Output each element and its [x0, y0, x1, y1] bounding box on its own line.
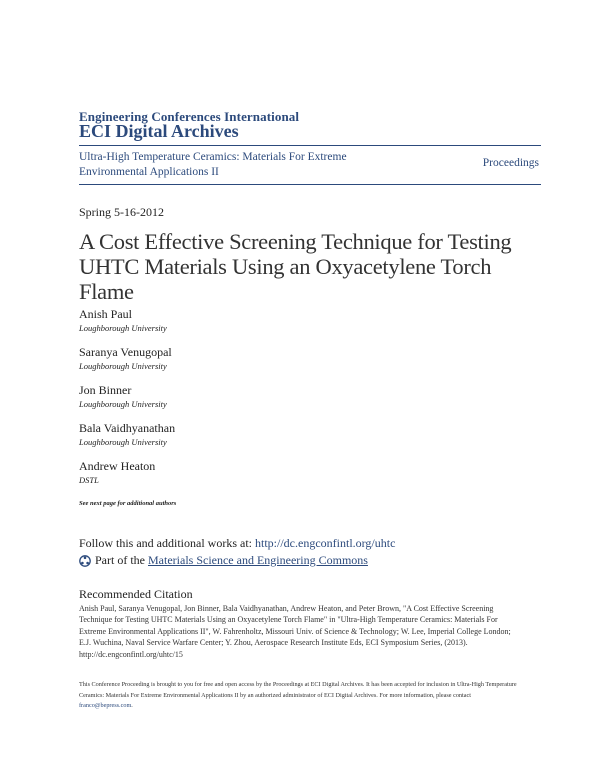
part-of-label: Part of the	[95, 553, 145, 567]
header-divider-bottom	[79, 184, 541, 185]
author-affiliation: Loughborough University	[79, 361, 167, 371]
conference-link[interactable]: Ultra-High Temperature Ceramics: Materials For Extreme Environmental Applications II	[79, 151, 347, 178]
author-affiliation: Loughborough University	[79, 437, 167, 447]
notice-text: This Conference Proceeding is brought to you for free and open access by the Proceedings at ECI Digital Archives. It has been accepted for inclusion in Ultra-High Temperature Ceramics: Materials For Extreme Environmental Applications II by an authorized administrator of ECI Digital Archives. For more information, please contact	[79, 681, 517, 699]
author-affiliation: DSTL	[79, 475, 99, 485]
author-entry	[79, 421, 539, 459]
author-name: Andrew Heaton	[79, 459, 156, 473]
contact-email-link[interactable]: franco@bepress.com	[79, 702, 132, 709]
author-name: Anish Paul	[79, 307, 133, 321]
additional-authors-note: See next page for additional authors	[79, 500, 177, 507]
access-notice	[79, 680, 524, 712]
part-of-line	[79, 553, 368, 568]
paper-title: A Cost Effective Screening Technique for Testing UHTC Materials Using an Oxyacetylene Torch Flame	[79, 229, 512, 304]
proceedings-link[interactable]: Proceedings	[482, 157, 539, 169]
commons-link[interactable]: Materials Science and Engineering Commons	[148, 553, 368, 567]
publication-date: Spring 5-16-2012	[79, 205, 164, 219]
author-name: Bala Vaidhyanathan	[79, 421, 176, 435]
follow-label: Follow this and additional works at:	[79, 536, 252, 550]
author-entry	[79, 307, 539, 345]
notice-end: .	[131, 702, 133, 709]
author-name: Saranya Venugopal	[79, 345, 172, 359]
author-name: Jon Binner	[79, 383, 132, 397]
network-icon	[79, 555, 91, 567]
repository-name[interactable]: ECI Digital Archives	[79, 121, 239, 141]
citation-text: Anish Paul, Saranya Venugopal, Jon Binner, Bala Vaidhyanathan, Andrew Heaton, and Peter Brown, "A Cost Effective Screening Technique for Testing UHTC Materials Using an Oxyacetylene Torch Flame" in "Ultra-High Temperature Ceramics: Materials For Extreme Environmental Applications II", W. Fahrenholtz, Missouri Univ. of Science & Technology; W. Lee, Imperial College London; E.J. Wuchina, Naval Service Warfare Center; Y. Zhou, Aerospace Research Institute Eds, ECI Symposium Series, (2013). http://dc.engconfintl.org/uhtc/15	[79, 604, 511, 659]
author-entry	[79, 459, 539, 497]
author-affiliation: Loughborough University	[79, 323, 167, 333]
author-entry	[79, 383, 539, 421]
author-affiliation: Loughborough University	[79, 399, 167, 409]
header-divider-top	[79, 145, 541, 146]
citation-heading: Recommended Citation	[79, 587, 193, 601]
follow-url-link[interactable]: http://dc.engconfintl.org/uhtc	[255, 536, 396, 550]
organization-name: Engineering Conferences International	[79, 109, 300, 124]
follow-line	[79, 536, 395, 551]
author-list	[79, 307, 539, 497]
author-entry	[79, 345, 539, 383]
